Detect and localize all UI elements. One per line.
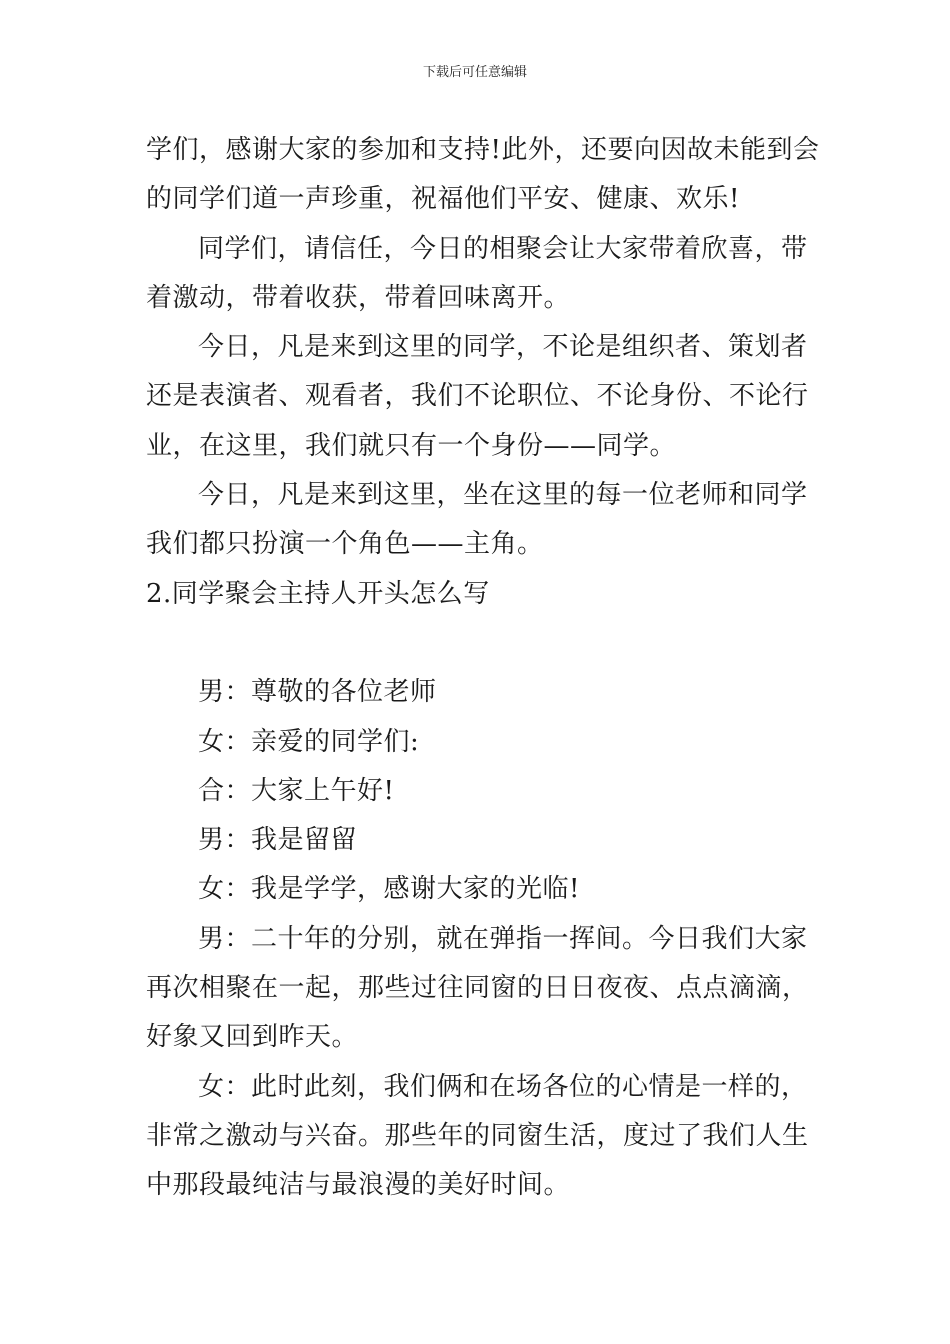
blank-line — [146, 619, 810, 668]
text-line: 再次相聚在一起，那些过往同窗的日日夜夜、点点滴滴， — [146, 973, 809, 1004]
text-line: 业，在这里，我们就只有一个身份——同学。 — [146, 430, 677, 461]
text-line: 学们，感谢大家的参加和支持!此外，还要向因故未能到会 — [146, 135, 820, 165]
dialogue-line: 男：我是留留 — [198, 825, 358, 856]
text-line: 好象又回到昨天。 — [146, 1022, 359, 1053]
dialogue-line: 女：亲爱的同学们: — [198, 726, 420, 757]
dialogue-line: 女：此时此刻，我们俩和在场各位的心情是一样的， — [198, 1071, 808, 1102]
dialogue-line: 女：我是学学，感谢大家的光临! — [198, 874, 580, 905]
text-line: 非常之激动与兴奋。那些年的同窗生活，度过了我们人生 — [146, 1120, 809, 1151]
document-body — [146, 126, 820, 1211]
text-line: 今日，凡是来到这里的同学，不论是组织者、策划者 — [198, 332, 808, 363]
text-line: 着激动，带着收获，带着回味离开。 — [146, 282, 571, 313]
dialogue-line: 合：大家上午好! — [198, 775, 395, 806]
text-line: 中那段最纯洁与最浪漫的美好时间。 — [146, 1170, 571, 1201]
text-line: 同学们，请信任，今日的相聚会让大家带着欣喜，带 — [198, 233, 808, 264]
text-line: 的同学们道一声珍重，祝福他们平安、健康、欢乐! — [146, 184, 740, 215]
text-line: 我们都只扮演一个角色——主角。 — [146, 529, 544, 560]
dialogue-line: 男：尊敬的各位老师 — [198, 677, 437, 708]
dialogue-line: 男：二十年的分别，就在弹指一挥间。今日我们大家 — [198, 923, 808, 954]
text-line: 还是表演者、观看者，我们不论职位、不论身份、不论行 — [146, 381, 809, 412]
section-heading: 2.同学聚会主持人开头怎么写 — [146, 578, 490, 609]
text-line: 今日，凡是来到这里，坐在这里的每一位老师和同学 — [198, 480, 808, 511]
page-header: 下载后可任意编辑 — [422, 65, 527, 80]
